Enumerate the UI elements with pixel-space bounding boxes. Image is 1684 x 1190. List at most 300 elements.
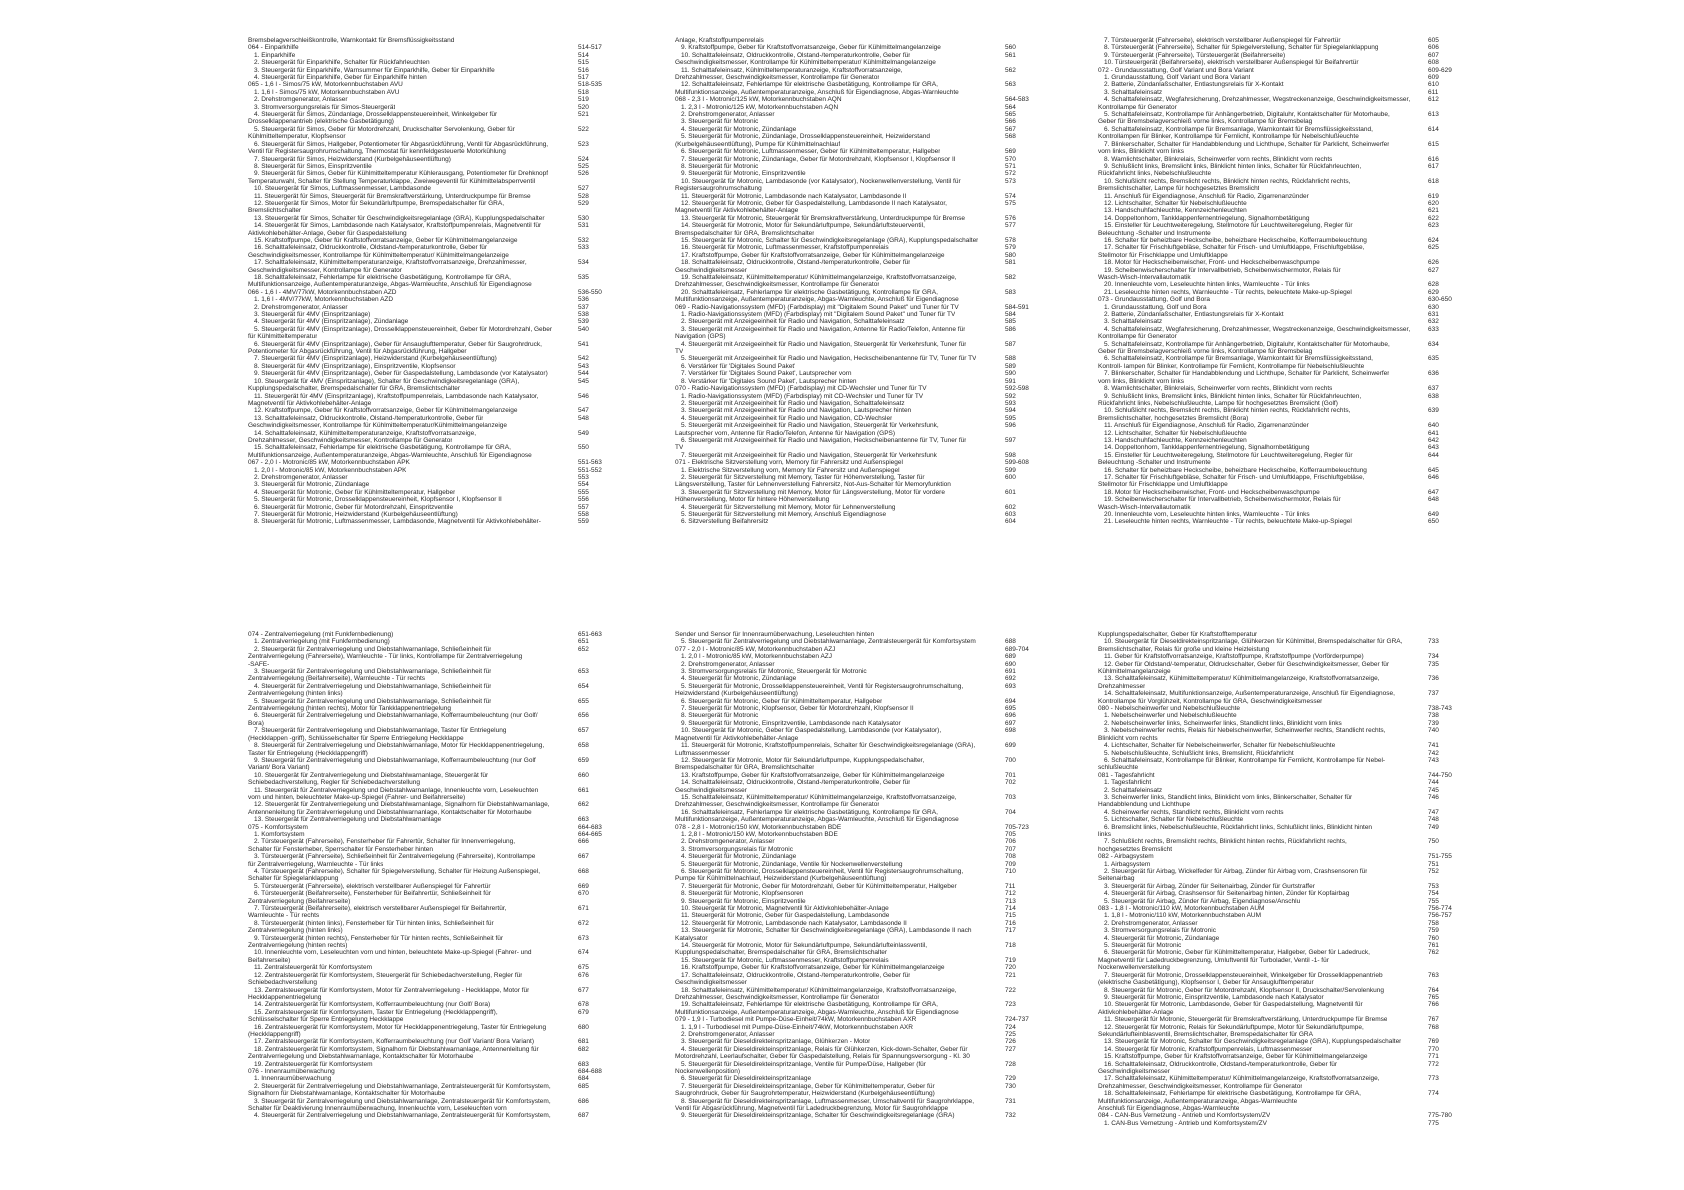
toc-entry-title: 2. Steuergerät für Zentralverriegelung und Diebstahlwarnanlage, Schließeinheit für [254, 645, 492, 653]
toc-entry-row [1098, 750, 1468, 757]
toc-entry-title: 2. Drehstromgenerator, Anlasser [681, 660, 775, 668]
toc-entry-title: 14. Steuergerät für Motronic, Motor für Sekundärluftpumpe, Sekundärluftsteuerventil, [681, 222, 925, 230]
toc-entry-row [248, 318, 618, 325]
toc-page-number [578, 994, 618, 1001]
toc-entry-title: 19. Schalttafeleinsatz, Kühlmitteltemperatur/ Kühlmittelmangelanzeige, Kraftstoffvorratsanzeige, [681, 274, 957, 281]
toc-page-number: 722 [1005, 986, 1016, 994]
toc-page-number: 684-688 [578, 1067, 602, 1075]
toc-page-number: 547 [578, 407, 589, 415]
toc-entry-title: 9. Steuergerät für Motronic, Einspritzventile, Lambdasonde nach Katalysator [681, 719, 901, 727]
toc-page-number: 694 [1005, 697, 1016, 705]
toc-page-number: 606 [1428, 44, 1439, 52]
toc-entry-title: Magnetventil für Aktivkohlebehälter-Anlage [248, 399, 372, 407]
toc-page-number: 751 [1428, 860, 1439, 868]
toc-entry-title: 8. Steuergerät für Dieseldirekteinspritzanlage, Luftmassenmesser, Umschaltventil für Saugrohrklappe, [681, 1097, 975, 1105]
toc-page-number: 726 [1005, 1038, 1016, 1046]
toc-page-number: 584-591 [1005, 303, 1029, 311]
toc-entry-row [1098, 141, 1468, 148]
toc-entry-row [248, 141, 618, 148]
toc-page-number: 637 [1428, 385, 1439, 393]
toc-entry-title: Seitenairbag [1098, 875, 1135, 883]
toc-entry-title: 5. Schalttafeleinsatz, Kontrollampe für Anhängerbetrieb, Digitaluhr, Kontaktschalter für Motorhaube, [1104, 340, 1390, 348]
toc-page-number [578, 333, 618, 340]
toc-entry-title: Aktivkohlebehälter-Anlage [1098, 1008, 1174, 1016]
toc-page-number: 724-737 [1005, 1016, 1029, 1024]
toc-entry-row [248, 407, 618, 414]
toc-page-number: 696 [1005, 712, 1016, 720]
toc-entry-title: 14. Schalttafeleinsatz, Kühlmitteltemperaturanzeige, Kraftstoffvorratsanzeige, [254, 429, 477, 437]
toc-page-number: 703 [1005, 793, 1016, 801]
toc-page-number: 681 [578, 1038, 589, 1046]
toc-page-number: 710 [1005, 868, 1016, 875]
toc-entry-title: 3. Steuergerät mit Anzeigeeinheit für Radio und Navigation, Antenne für Radio/Telefon, Antenne für [681, 325, 966, 333]
toc-entry-title: 7. Türsteuergerät (Fahrerseite), elektrisch verstellbarer Außenspiegel für Fahrertür [1104, 37, 1341, 44]
toc-entry-row [1098, 52, 1468, 59]
toc-entry-row [675, 415, 1045, 422]
toc-entry-title: 4. Steuergerät für Airbag, Crashsensor für Seitenairbag hinten, Zünder für Kopfairbag [1104, 890, 1350, 898]
toc-page-number: 551-563 [578, 459, 602, 467]
toc-page-number: 650 [1428, 518, 1439, 526]
toc-page-number: 562 [1005, 66, 1016, 74]
toc-entry-title: 1. Radio-Navigationssystem (MFD) (Farbdisplay) mit "Digitalem Sound Paket" und Tuner für TV [681, 311, 956, 319]
toc-entry-title: 7. Steuergerät für Motronic, Heizwiderstand (Kurbelgehäuseentlüftung) [254, 511, 458, 518]
toc-entry-title: 10. Steuergerät für Zentralverriegelung und Diebstahlwarnanlage, Steuergerät für [254, 771, 489, 779]
toc-entry-title: Höhenverstellung, Motor für hintere Höhenverstellung [675, 496, 830, 504]
toc-entry-title: 8. Steuergerät für Simos, Einspritzventile [254, 162, 372, 170]
toc-entry-title: 10. Steuergerät für Motronic, Lambdasonde (vor Katalysator), Nockenwellenverstellung, Ventil für [681, 177, 961, 185]
toc-page-number: 542 [578, 355, 589, 363]
toc-entry-title: Schiebedachverstellung, Regler für Schiebedachverstellung [248, 779, 420, 787]
toc-page-number [578, 1090, 618, 1097]
toc-entry-row [675, 393, 1045, 400]
toc-entry-row [675, 912, 1045, 919]
toc-page-number: 532 [578, 236, 589, 244]
toc-entry-title: 10. Schlußlicht rechts, Bremslicht rechts, Blinklicht hinten rechts, Rückfahrlicht rechts, [1104, 407, 1351, 415]
toc-page-number [578, 912, 618, 919]
toc-entry-row [248, 244, 618, 251]
toc-entry-row [248, 772, 618, 779]
toc-entry-row [1098, 311, 1468, 318]
toc-entry-row [1098, 942, 1468, 949]
toc-page-number [1428, 875, 1468, 882]
toc-page-number [1428, 735, 1468, 742]
toc-entry-title: 2. Drehstromgenerator, Anlasser [254, 473, 348, 481]
toc-entry-title: 8. Warnlichtschalter, Blinkrelais, Scheinwerfer vorn rechts, Blinklicht vorn rechts [1104, 385, 1333, 393]
toc-entry-row [1098, 794, 1468, 801]
toc-page-number: 734 [1428, 653, 1439, 661]
toc-entry-row [248, 712, 618, 719]
toc-entry-row [1098, 363, 1468, 370]
toc-page-number [578, 705, 618, 712]
toc-entry-row [248, 67, 618, 74]
toc-entry-title: Schlüsselschalter für Sperre Entriegelung Heckklappe [248, 1016, 404, 1024]
toc-entry-row [675, 727, 1045, 734]
toc-entry-row [1098, 230, 1468, 237]
toc-entry-title: 5. Steuergerät für Zentralverriegelung und Diebstahlwarnanlage, Schließeinheit für [254, 697, 492, 705]
toc-entry-row [675, 846, 1045, 853]
toc-page-number [578, 1105, 618, 1112]
toc-entry-title: 5. Steuergerät für Motronic, Zündanlage, Drosselklappensteuereinheit, Heizwiderstand [681, 133, 930, 141]
toc-page-number: 558 [578, 511, 589, 518]
toc-page-number: 659 [578, 756, 589, 764]
toc-entry-title: 1. Zentralverriegelung (mit Funkfernbedienung) [254, 638, 390, 646]
toc-entry-title: 16. Schalttafeleinsatz, Fehlerlampe für elektrische Gasbetätigung, Kontrollampe für GRA, [681, 808, 938, 816]
toc-page-number: 618 [1428, 177, 1439, 185]
toc-page-number: 575 [1005, 199, 1016, 207]
toc-entry-title: 13. Steuergerät für Motronic, Schalter für Geschwindigkeitsregelanlage (GRA), Kupplungspedalschalter [1104, 1038, 1402, 1046]
toc-page-number: 635 [1428, 355, 1439, 363]
toc-page-number: 566 [1005, 118, 1016, 126]
toc-entry-row [675, 185, 1045, 192]
toc-page-number: 661 [578, 786, 589, 794]
toc-page-number: 663 [578, 816, 589, 824]
toc-page-number: 527 [578, 185, 589, 193]
toc-entry-row [675, 831, 1045, 838]
toc-entry-title: Drehzahlmesser, Geschwindigkeitsmesser, Kontrollampe für Generator [675, 281, 880, 289]
toc-entry-title: 073 - Grundausstattung, Golf und Bora [1098, 296, 1211, 304]
toc-page-number: 597 [1005, 436, 1016, 444]
toc-entry-title: 13. Steuergerät für Motronic, Steuergerät für Bremskraftverstärkung, Unterdruckpumpe für Bremse [681, 214, 965, 222]
toc-page-number [578, 720, 618, 727]
toc-entry-row [675, 400, 1045, 407]
toc-entry-title: 4. Steuergerät für Simos, Zündanlage, Drosselklappensteuereinheit, Winkelgeber für [254, 111, 498, 119]
toc-entry-title: 9. Steuergerät für 4MV (Einspritzanlage), Geber für Gaspedalstellung, Lambdasonde (vor Katalysator) [254, 370, 548, 378]
toc-page-number: 616 [1428, 155, 1439, 163]
toc-page-number [578, 230, 618, 237]
toc-page-number [1005, 348, 1045, 355]
toc-page-number: 707 [1005, 845, 1016, 853]
toc-entry-title: 1. Nebelscheinwerfer und Nebelschlußleuchte [1104, 712, 1237, 720]
toc-entry-title: Anlage, Kraftstoffpumpenrelais [675, 37, 764, 44]
toc-page-number: 709 [1005, 860, 1016, 868]
toc-entry-title: 16. Schalter für beheizbare Heckscheibe, beheizbare Heckscheibe, Kofferraumbeleuchtung [1104, 466, 1367, 474]
toc-entry-row [248, 393, 618, 400]
toc-page-number: 670 [578, 890, 589, 898]
toc-page-number: 730 [1005, 1082, 1016, 1090]
toc-entry-title: 4. Schalttafeleinsatz, Wegfahrsicherung, Drehzahlmesser, Wegstreckenanzeige, Geschwindigkeitsmesser, [1104, 325, 1411, 333]
toc-entry-title: 6. Steuergerät für Motronic, Geber für Kühlmitteltemperatur, Hallgeber [681, 697, 883, 705]
toc-section-row [1098, 905, 1468, 912]
toc-entry-title: 14. Schalttafeleinsatz, Multifunktionsanzeige, Außentemperaturanzeige, Anschluß für Eigendiagnose, [1104, 690, 1395, 698]
toc-page-number [1005, 1068, 1045, 1075]
toc-entry-title: Katalysator [675, 934, 708, 942]
toc-page-number: 667 [578, 853, 589, 861]
toc-page-number: 768 [1428, 1023, 1439, 1031]
toc-entry-row [1098, 89, 1468, 96]
toc-entry-title: 1. 2,8 l - Motronic/150 kW, Motorkennbuchstaben BDE [681, 830, 838, 838]
toc-page-number [1428, 459, 1468, 466]
toc-page-number [1428, 118, 1468, 125]
toc-entry-row [675, 170, 1045, 177]
toc-entry-title: 5. Steuergerät für Motronic, Zündanlage, Ventile für Nockenwellenverstellung [681, 860, 903, 868]
toc-entry-row [248, 385, 618, 392]
toc-entry-row [248, 1046, 618, 1053]
toc-entry-title: 11. Steuergerät für Motronic, Geber für Gaspedalstellung, Lambdasonde [681, 912, 890, 920]
toc-entry-title: 6. Steuergerät für Motronic, Geber für Motordrehzahl, Einspritzventile [254, 503, 454, 511]
toc-entry-title: 1. 2,0 l - Motronic/85 kW, Motorkennbuchstaben APK [254, 466, 407, 474]
toc-page-number: 634 [1428, 340, 1439, 348]
toc-entry-row [248, 237, 618, 244]
toc-page-number: 756-774 [1428, 905, 1452, 913]
toc-page-number: 765 [1428, 993, 1439, 1001]
toc-entry-title: Multifunktionsanzeige, Außentemperaturanzeige, Anschluß für Eigendiagnose, Abgas-Warnleuchte [675, 88, 959, 96]
toc-entry-row [248, 653, 618, 660]
toc-page-number: 675 [578, 964, 589, 972]
toc-entry-title: Geschwindigkeitsmesser, Kontrollampe für Generator [248, 266, 402, 274]
toc-page-number: 628 [1428, 281, 1439, 289]
toc-entry-title: vorn und hinten, beleuchteter Make-up-Spiegel (Fahrer- und Beifahrerseite) [248, 793, 466, 801]
toc-entry-title: 7. Steuergerät mit Anzeigeeinheit für Radio und Navigation, Steuergerät für Verkehrsfunk [681, 451, 937, 459]
toc-entry-row [675, 318, 1045, 325]
toc-page-number [578, 764, 618, 771]
toc-entry-title: 1. Elektrische Sitzverstellung vorn, Memory für Fahrersitz und Außenspiegel [681, 466, 900, 474]
toc-entry-row [675, 638, 1045, 645]
toc-entry-row [248, 370, 618, 377]
toc-entry-row [1098, 348, 1468, 355]
toc-entry-title: Multifunktionsanzeige, Außentemperaturanzeige, Abgas-Warnleuchte, Anschluß für Eigendiagnose [675, 1008, 959, 1016]
toc-entry-row [1098, 385, 1468, 392]
toc-page-number [578, 281, 618, 288]
toc-entry-row [675, 311, 1045, 318]
toc-entry-title: Zentralverriegelung (hinten rechts) [248, 942, 348, 950]
toc-entry-title: 13. Kraftstoffpumpe, Geber für Kraftstoffvorratsanzeige, Geber für Kühlmittelmangelanzeige [681, 771, 945, 779]
toc-entry-title: 2. Steuergerät mit Anzeigeeinheit für Radio und Navigation, Schalttafeleinsatz [681, 318, 905, 326]
toc-entry-title: Schiebedachverstellung [248, 979, 318, 987]
toc-page-number [1005, 801, 1045, 808]
toc-page-number: 584 [1005, 311, 1016, 319]
toc-entry-title: 5. Türsteuergerät (Fahrerseite), elektrisch verstellbarer Außenspiegel für Fahrertür [254, 882, 491, 890]
toc-page-number [578, 178, 618, 185]
toc-entry-title: Multifunktionsanzeige, Außentemperaturanzeige, Abgas-Warnleuchte, Anschluß für Eigendiagnose [675, 296, 959, 304]
toc-entry-row [248, 646, 618, 653]
toc-entry-row [1098, 1016, 1468, 1023]
toc-entry-title: 7. Steuergerät für Motronic, Drosselklappensteuereinheit, Winkelgeber für Drosselklappenantrieb [1104, 971, 1383, 979]
toc-page-number: 742 [1428, 749, 1439, 757]
toc-entry-title: 6. Steuergerät für Simos, Hallgeber, Potentiometer für Abgasrückführung, Ventil für Abgasrückführung, [254, 140, 549, 148]
toc-entry-row [675, 1053, 1045, 1060]
toc-entry-title: Kontrollampe für Generator [1098, 103, 1177, 111]
toc-entry-title: Heizwiderstand (Kurbelgehäuseentlüftung) [675, 690, 798, 698]
toc-entry-title: Magnetventil für Ladedruckbegrenzung, Umluftventil für Turbolader, Ventil -1- für [1098, 956, 1329, 964]
toc-entry-title: 6. Steuergerät für Zentralverriegelung und Diebstahlwarnanlage, Kofferraumbeleuchtung (nur Golf/ [254, 712, 538, 720]
toc-page-number: 523 [578, 140, 589, 148]
toc-page-number: 656 [578, 712, 589, 720]
toc-entry-title: 7. Steuergerät für Motronic, Geber für Motordrehzahl, Geber für Kühlmitteltemperatur, Hallgeber [681, 882, 957, 890]
toc-page-number [578, 207, 618, 214]
toc-entry-row [675, 222, 1045, 229]
toc-entry-title: hochgesetztes Bremslicht [1098, 845, 1173, 853]
toc-entry-row [1098, 638, 1468, 645]
toc-entry-title: 8. Steuergerät für 4MV (Einspritzanlage), Einspritzventile, Klopfsensor [254, 362, 456, 370]
toc-entry-title: 072 - Grundausstattung, Golf Variant und Bora Variant [1098, 66, 1254, 74]
toc-page-number: 588 [1005, 355, 1016, 363]
toc-page-number: 689-704 [1005, 645, 1029, 653]
toc-entry-row [1098, 207, 1468, 214]
toc-entry-title: Antennenleitung für Zentralverriegelung und Diebstahlwarnanlage, Kontaktschalter für Motorhaube [248, 808, 532, 816]
toc-entry-title: 6. Schalttafeleinsatz, Kontrollampe für Blinker, Kontrollampe für Fernlicht, Kontrollampe für Nebel- [1104, 756, 1386, 764]
toc-entry-title: 17. Schalttafeleinsatz, Kühlmitteltemperaturanzeige, Kraftstoffvorratsanzeige, Drehzahlmesser, [254, 259, 527, 267]
toc-page-number: 719 [1005, 956, 1016, 964]
toc-entry-title: 16. Schalttafeleinsatz, Öldruckkontrolle, Öldstand-/temperaturkontrolle, Geber für [254, 244, 488, 252]
toc-page-number: 758 [1428, 919, 1439, 927]
toc-entry-title: 5. Lichtschalter, Schalter für Nebelschlußleuchte [1104, 816, 1244, 824]
toc-page-number: 698 [1005, 727, 1016, 735]
toc-entry-row [248, 1083, 618, 1090]
toc-page-number: 740 [1428, 727, 1439, 735]
toc-page-number [1005, 979, 1045, 986]
toc-entry-row [675, 370, 1045, 377]
toc-page-number [1005, 296, 1045, 303]
toc-page-number: 729 [1005, 1075, 1016, 1083]
toc-page-number [1005, 281, 1045, 288]
toc-page-number: 752 [1428, 868, 1439, 875]
toc-page-number [578, 675, 618, 682]
toc-entry-title: 1. Komfortsystem [254, 830, 305, 838]
toc-page-number: 769 [1428, 1038, 1439, 1046]
toc-page-number: 551-552 [578, 466, 602, 474]
toc-page-number: 609 [1428, 74, 1439, 82]
toc-entry-row [675, 1068, 1045, 1075]
toc-entry-title: 17. Schalttafeleinsatz, Öldruckkontrolle, Ölstand-/temperaturkontrolle, Geber für [681, 971, 911, 979]
toc-entry-title: 9. Steuergerät für Simos, Geber für Kühlmitteltemperatur Kühlerausgang, Potentiometer für Drehknopf [254, 170, 549, 178]
toc-entry-row [675, 126, 1045, 133]
toc-entry-title: 14. Steuergerät für Motronic, Motor für Sekundärluftpumpe, Sekundärlufteinlassventil, [681, 942, 928, 950]
toc-page-number [1428, 333, 1468, 340]
toc-entry-title: Bremspedalschalter für GRA, Bremslichtschalter [675, 764, 815, 772]
toc-entry-row [675, 868, 1045, 875]
toc-page-number: 702 [1005, 779, 1016, 787]
toc-entry-title: 4. Steuergerät für Zentralverriegelung und Diebstahlwarnanlage, Schließeinheit für [254, 682, 492, 690]
toc-entry-row [248, 222, 618, 229]
toc-page-number [1428, 415, 1468, 422]
toc-entry-title: 10. Steuergerät für Motronic, Magnetventil für Aktivkohlebehälter-Anlage [681, 905, 889, 913]
toc-page-number: 724 [1005, 1023, 1016, 1031]
toc-page-number: 619 [1428, 192, 1439, 200]
toc-page-number [1428, 831, 1468, 838]
toc-page-number: 611 [1428, 88, 1439, 96]
toc-entry-title: 14. Doppeltonhorn, Tankklappenfernentriegelung, Signalhornbetätigung [1104, 444, 1310, 452]
toc-entry-title: 3. Scheinwerfer links, Standlicht links, Blinklicht vorn links, Blinkerschalter, Schalter für [1104, 793, 1353, 801]
toc-page-number: 643 [1428, 444, 1439, 452]
toc-page-number [578, 942, 618, 949]
toc-entry-title: Rückfahrlicht links, Nebelschlußleuchte, Lampe für hochgesetztes Bremslicht (Golf) [1098, 399, 1338, 407]
toc-entry-title: 12. Steuergerät für Motronic, Geber für Gaspedalstellung, Lambdasonde II nach Katalysator, [681, 199, 947, 207]
toc-entry-title: 12. Zentralsteuergerät für Komfortsystem, Steuergerät für Schiebedachverstellung, Regler für [254, 971, 523, 979]
toc-entry-row [1098, 518, 1468, 525]
toc-section-row [675, 1016, 1045, 1023]
toc-page-number: 582 [1005, 274, 1016, 281]
toc-entry-row [675, 504, 1045, 511]
toc-page-number: 514-517 [578, 44, 602, 52]
toc-page-number: 725 [1005, 1030, 1016, 1038]
toc-page-number: 679 [578, 1008, 589, 1016]
toc-entry-title: TV [675, 348, 684, 356]
toc-page-number: 744-750 [1428, 771, 1452, 779]
toc-entry-title: 4. Lichtschalter, Schalter für Nebelscheinwerfer, Schalter für Nebelschlußleuchte [1104, 742, 1336, 750]
toc-page-number [578, 690, 618, 697]
toc-entry-row [1098, 727, 1468, 734]
toc-entry-row [1098, 920, 1468, 927]
toc-entry-title: 6. Sitzverstellung Beifahrersitz [681, 518, 769, 526]
toc-page-number: 744 [1428, 779, 1439, 787]
toc-page-number: 515 [578, 59, 589, 67]
toc-entry-title: 14. Steuergerät für Simos, Lambdasonde nach Katalysator, Kraftstoffpumpenrelais, Magnetventil für [254, 222, 542, 230]
toc-entry-row [675, 779, 1045, 786]
toc-entry-row [675, 133, 1045, 140]
toc-page-number: 713 [1005, 897, 1016, 905]
toc-entry-row [248, 668, 618, 675]
toc-entry-title: 5. Steuergerät für Motronic, Drosselklappensteuereinheit, Ventil für Registersaugrohrumschaltung, [681, 682, 964, 690]
toc-entry-row [248, 378, 618, 385]
toc-entry-row [248, 467, 618, 474]
toc-entry-row [248, 816, 618, 823]
toc-entry-title: 18. Motor für Heckscheibenwischer, Front- und Heckscheibenwaschpumpe [1104, 488, 1320, 496]
toc-entry-row [248, 437, 618, 444]
toc-page-number: 571 [1005, 162, 1016, 170]
toc-entry-row [1098, 96, 1468, 103]
toc-entry-title: 13. Handschuhfachleuchte, Kennzeichenleuchten [1104, 207, 1247, 215]
toc-entry-title: Multifunktionsanzeige, Außentemperaturanzeige, Abgas-Warnleuchte, Anschluß für Eigendiagnose [248, 281, 532, 289]
toc-entry-row [1098, 415, 1468, 422]
toc-entry-title: 18. Schalttafeleinsatz, Kühlmitteltemperatur/ Kühlmittelmangelanzeige, Kraftstoffvorratsanzeige, [681, 986, 957, 994]
toc-page-number: 676 [578, 971, 589, 979]
toc-entry-row [248, 1001, 618, 1008]
toc-entry-row [1098, 668, 1468, 675]
toc-page-number: 577 [1005, 222, 1016, 230]
toc-page-number: 660 [578, 771, 589, 779]
toc-page-number: 620 [1428, 199, 1439, 207]
toc-entry-row [675, 979, 1045, 986]
toc-entry-title: Geschwindigkeitsmesser [1098, 1067, 1170, 1075]
toc-entry-row [675, 481, 1045, 488]
toc-entry-title: 4. Steuergerät für Motronic, Zündanlage [1104, 934, 1220, 942]
toc-page-number: 579 [1005, 244, 1016, 252]
toc-entry-row [675, 787, 1045, 794]
toc-entry-title: Beleuchtung -Schalter und Instrumente [1098, 229, 1211, 237]
toc-entry-title: 15. Einsteller für Leuchtweiteregelung, Stellmotore für Leuchtweiteregelung, Regler für [1104, 222, 1353, 230]
toc-entry-row [248, 735, 618, 742]
toc-page-number: 728 [1005, 1060, 1016, 1068]
toc-entry-title: vorn links, Blinklicht vorn links [1098, 377, 1184, 385]
toc-page-number: 631 [1428, 311, 1439, 319]
toc-page-number: 617 [1428, 162, 1439, 170]
toc-page-number: 706 [1005, 838, 1016, 846]
toc-entry-row [1098, 474, 1468, 481]
toc-entry-title: 12. Steuergerät für Zentralverriegelung und Diebstahlwarnanlage, Signalhorn für Diebstahlwarnanlage, [254, 801, 550, 809]
toc-entry-row [675, 237, 1045, 244]
toc-entry-title: (elektrische Gasbetätigung), Klopfsensor I, Geber für Ansauglufttemperatur [1098, 979, 1314, 987]
toc-page-number: 586 [1005, 325, 1016, 333]
toc-entry-title: 18. Schalttafeleinsatz, Fehlerlampe für elektrische Gasbetätigung, Kontrollampe für GRA, [1104, 1090, 1361, 1098]
toc-entry-title: 13. Steuergerät für Simos, Schalter für Geschwindigkeitsregelanlage (GRA), Kupplungspedalschalter [254, 214, 545, 222]
toc-entry-row [248, 705, 618, 712]
toc-entry-row [1098, 898, 1468, 905]
toc-page-number: 629 [1428, 288, 1439, 296]
toc-entry-title: Kontrollampe für Generator [1098, 333, 1177, 341]
toc-page-number: 561 [1005, 51, 1016, 59]
toc-page-number [1428, 400, 1468, 407]
toc-page-number: 548 [578, 414, 589, 422]
toc-entry-row [675, 215, 1045, 222]
toc-entry-row [675, 875, 1045, 882]
toc-entry-row [675, 37, 1045, 44]
toc-entry-row [1098, 304, 1468, 311]
toc-entry-title: 070 - Radio-Navigationssystem (MFD) (Farbdisplay) mit CD-Wechsler und Tuner für TV [675, 385, 927, 393]
toc-page-number [1428, 1068, 1468, 1075]
toc-entry-title: Luftmassenmesser [675, 749, 730, 757]
toc-entry-title: 13. Handschuhfachleuchte, Kennzeichenleuchten [1104, 436, 1247, 444]
toc-entry-row [1098, 838, 1468, 845]
